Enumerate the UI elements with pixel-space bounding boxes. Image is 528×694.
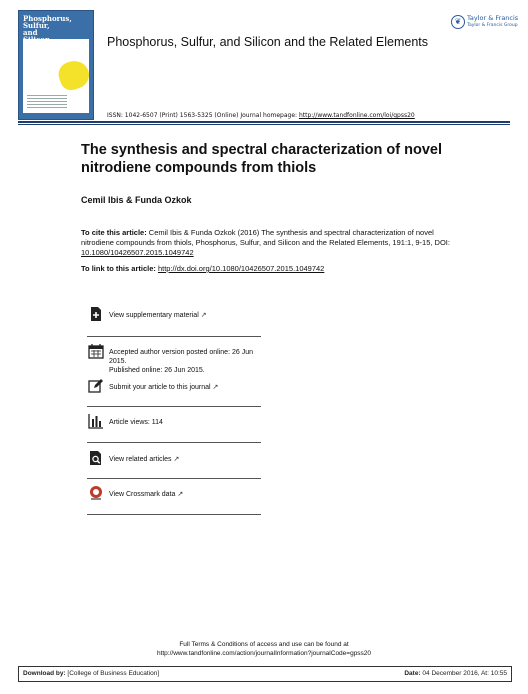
crossmark-icon — [88, 485, 104, 501]
terms-notice — [0, 640, 528, 658]
taylor-francis-logo-icon: ❦ — [451, 15, 465, 29]
external-link-icon: ↗ — [200, 312, 207, 319]
external-link-icon: ↗ — [177, 491, 184, 498]
download-info-bar — [18, 666, 512, 682]
journal-title: Phosphorus, Sulfur, and Silicon and the Related Elements — [107, 35, 429, 49]
publisher-logo[interactable] — [451, 14, 519, 32]
link-label: To link to this article: — [81, 264, 158, 273]
terms-line: Full Terms & Conditions of access and use can be found at — [179, 641, 349, 648]
calendar-icon — [88, 343, 104, 359]
journal-cover-image — [18, 10, 94, 120]
search-document-icon — [88, 450, 104, 466]
cover-title: Phosphorus, Sulfur, and — [23, 14, 72, 37]
article-doi-link[interactable]: http://dx.doi.org/10.1080/10426507.2015.1049742 — [157, 264, 325, 273]
info-row-text: View Crossmark data ↗ — [109, 491, 184, 498]
issn-text: ISSN: 1042-6507 (Print) 1563-5325 (Online) Journal homepage: — [107, 112, 299, 119]
terms-url[interactable]: http://www.tandfonline.com/action/journalInformation?journalCode=gpss20 — [156, 650, 372, 657]
download-by: Download by: [College of Business Education] — [23, 670, 160, 677]
citation-block — [81, 228, 451, 258]
header-divider-thin — [18, 124, 510, 125]
edit-icon — [88, 378, 104, 394]
cite-label: To cite this article: — [81, 228, 147, 237]
info-row-text: Submit your article to this journal ↗ — [109, 384, 219, 391]
row-divider — [87, 442, 261, 443]
info-row-text: Accepted author version posted online: 26 Jun 2015. Published online: 26 Jun 2015. — [109, 349, 253, 374]
issn-line — [107, 112, 415, 119]
article-link-line — [81, 264, 324, 273]
row-divider — [87, 514, 261, 515]
row-divider — [87, 406, 261, 407]
publisher-name: Taylor & Francis — [467, 14, 519, 22]
download-date: Date: 04 December 2016, At: 10:55 — [404, 670, 507, 677]
row-divider — [87, 478, 261, 479]
info-row-text: View supplementary material ↗ — [109, 312, 207, 319]
publisher-group: Taylor & Francis Group — [467, 23, 518, 28]
row-divider — [87, 336, 261, 337]
plus-document-icon — [88, 306, 104, 322]
journal-homepage-link[interactable]: http://www.tandfonline.com/loi/gpss20 — [298, 112, 415, 119]
cite-doi-link[interactable]: 10.1080/10426507.2015.1049742 — [81, 248, 194, 257]
header-divider — [18, 121, 510, 123]
info-row-text: View related articles ↗ — [109, 456, 180, 463]
external-link-icon: ↗ — [173, 456, 180, 463]
bar-chart-icon — [88, 413, 104, 429]
article-authors: Cemil Ibis & Funda Ozkok — [81, 195, 192, 205]
external-link-icon: ↗ — [212, 384, 219, 391]
article-title: The synthesis and spectral characterization of novel nitrodiene compounds from thiols — [81, 142, 442, 176]
cite-text: Cemil Ibis & Funda Ozkok (2016) The synthesis and spectral characterization of novel nitrodiene compounds from thiols, Phosphorus, Sulfur, and Silicon and the Related Elements, 191:1, 9-15, DOI: — [81, 228, 450, 247]
cover-text-lines — [27, 95, 67, 109]
info-row-text: Article views: 114 — [109, 419, 163, 426]
